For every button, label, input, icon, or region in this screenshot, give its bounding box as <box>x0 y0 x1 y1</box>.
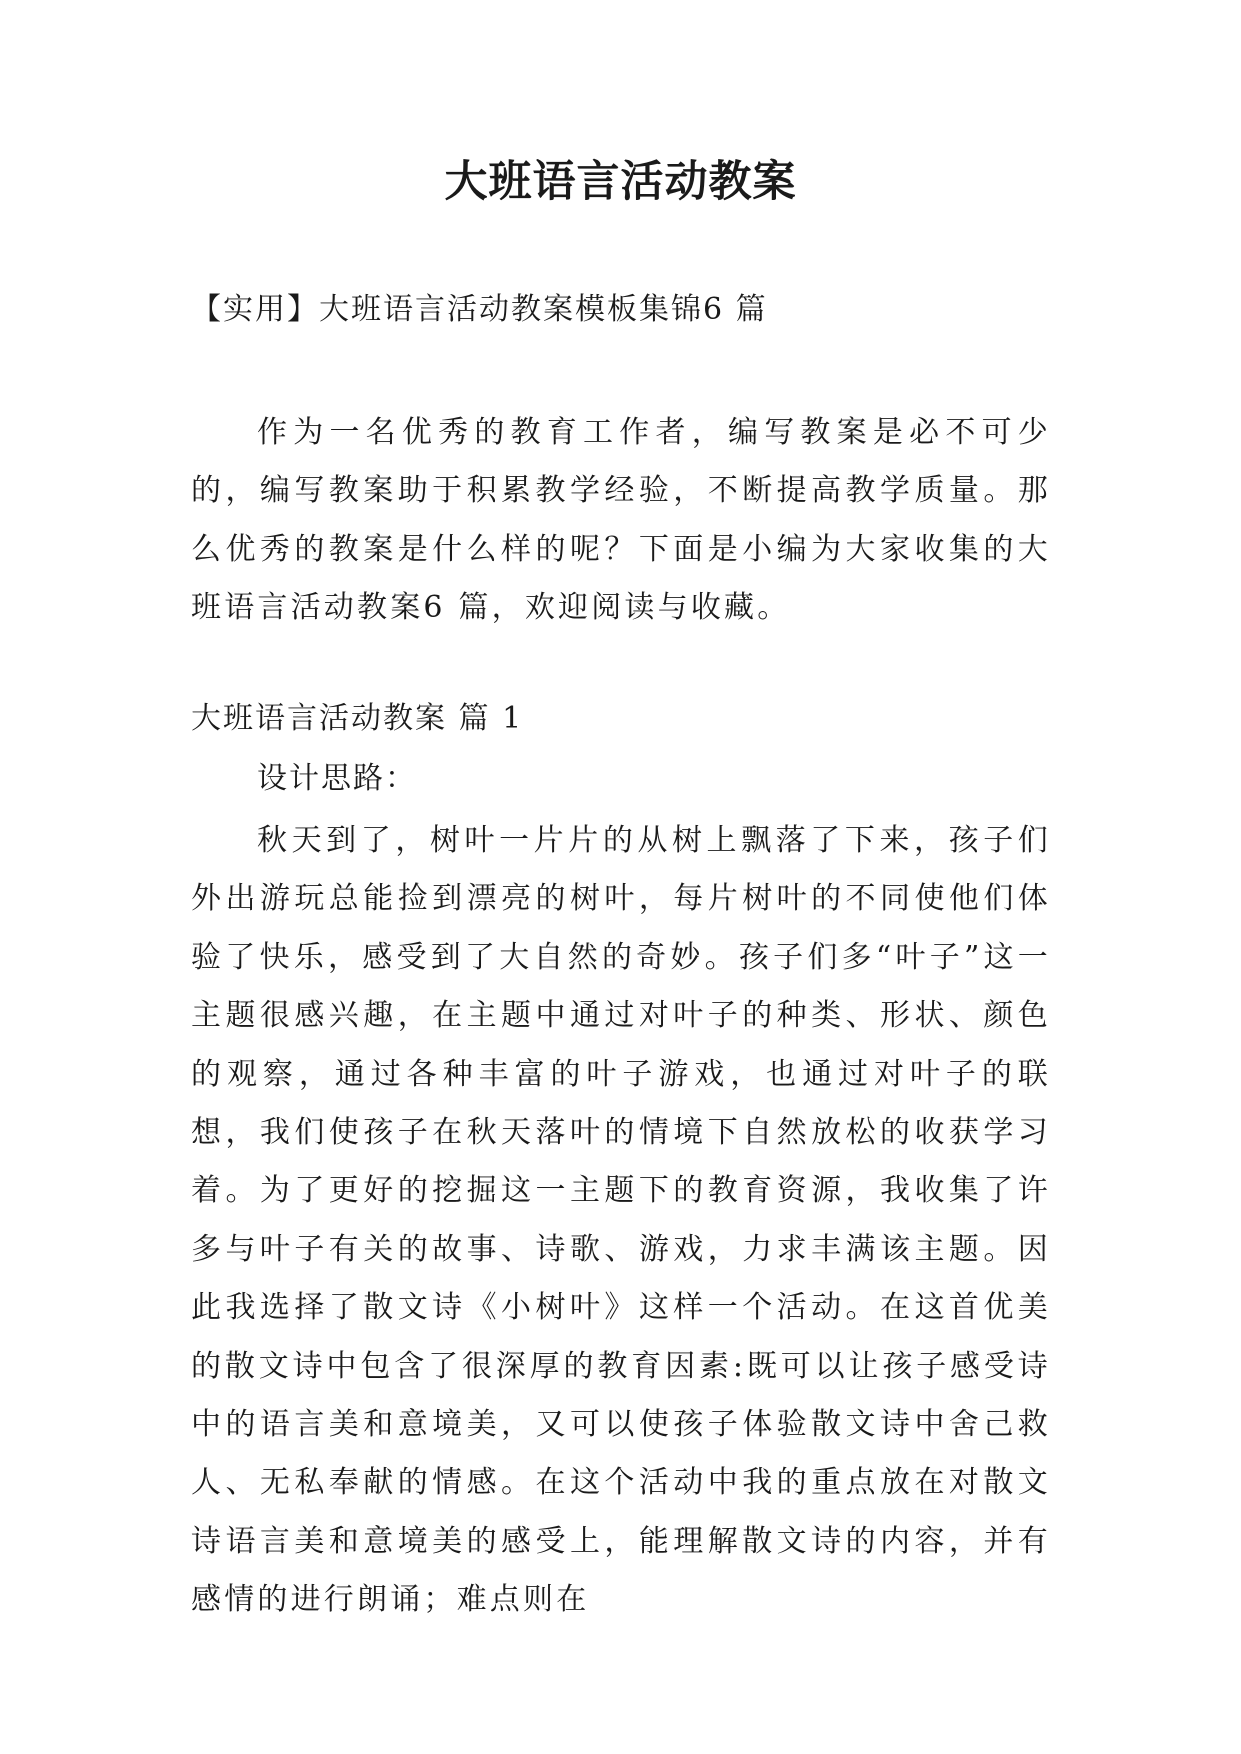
design-thinking-label: 设计思路： <box>257 761 417 796</box>
document-subtitle: 【实用】大班语言活动教案模板集锦6 篇 <box>191 292 768 327</box>
body-paragraph: 秋天到了，树叶一片片的从树上飘落了下来，孩子们外出游玩总能捡到漂亮的树叶，每片树叶的不同使他们体验了快乐，感受到了大自然的奇妙。孩子们多“叶子”这一主题很感兴趣，在主题中通过对叶子的种类、形状、颜色的观察，通过各种丰富的叶子游戏，也通过对叶子的联想，我们使孩子在秋天落叶的情境下自然放松的收获学习着。为了更好的挖掘这一主题下的教育资源，我收集了许多与叶子有关的故事、诗歌、游戏，力求丰满该主题。因此我选择了散文诗《小树叶》这样一个活动。在这首优美的散文诗中包含了很深厚的教育因素:既可以让孩子感受诗中的语言美和意境美，又可以使孩子体验散文诗中舍己救人、无私奉献的情感。在这个活动中我的重点放在对散文诗语言美和意境美的感受上，能理解散文诗的内容，并有感情的进行朗诵；难点则在 <box>191 823 1051 1618</box>
page-title: 大班语言活动教案 <box>444 157 797 207</box>
intro-paragraph: 作为一名优秀的教育工作者，编写教案是必不可少的，编写教案助于积累教学经验，不断提高教学质量。那么优秀的教案是什么样的呢？下面是小编为大家收集的大班语言活动教案6 篇，欢迎阅读与收藏。 <box>191 415 1051 626</box>
section-heading: 大班语言活动教案 篇 1 <box>191 701 524 736</box>
